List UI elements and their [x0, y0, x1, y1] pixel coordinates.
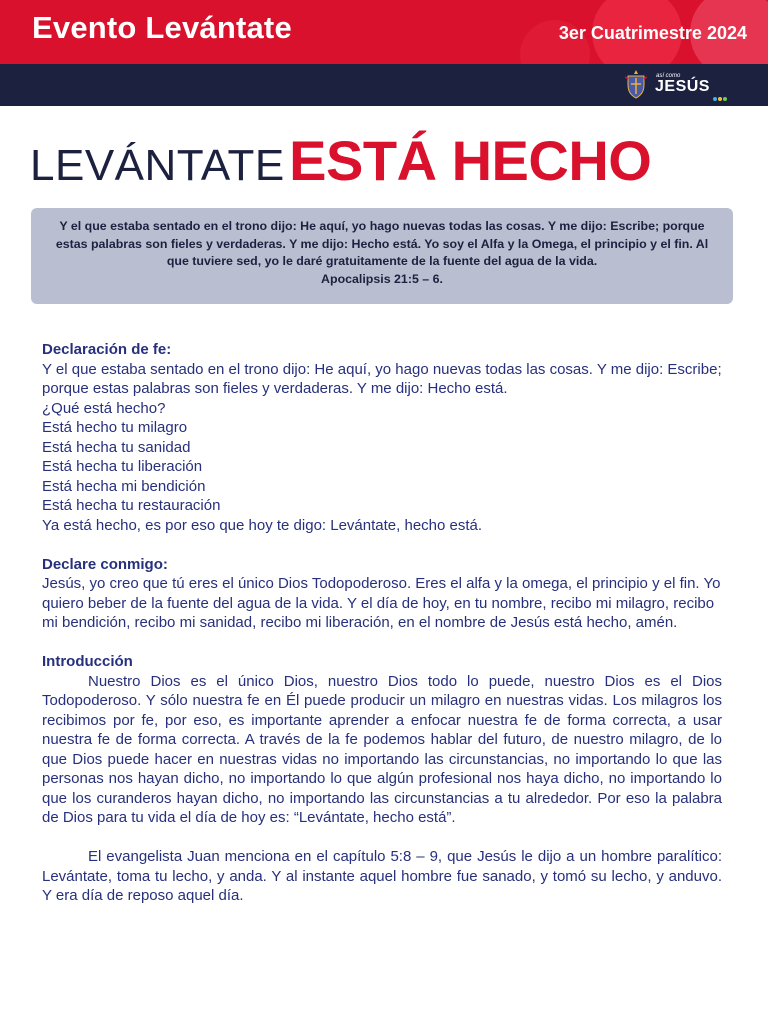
headline-part-1: LEVÁNTATE [30, 141, 285, 190]
declaration-line: Está hecha tu liberación [42, 458, 203, 475]
declaration-line: ¿Qué está hecho? [42, 399, 166, 417]
declaration-line: Está hecha tu restauración [42, 497, 221, 514]
declaration-line: Está hecha tu sanidad [42, 438, 191, 456]
logo-dots [713, 88, 728, 106]
declaration-line: Está hecho tu milagro [42, 419, 188, 436]
intro-paragraph: Nuestro Dios es el único Dios, nuestro Dios todo lo puede, nuestro Dios es el Dios Todopoderoso. Y sólo nuestra fe en Él puede producir un milagro en nuestras vidas. Los milagros los recibimos por fe, por eso, es importante aprender a enfocar nuestra fe de forma correcta, a usar nuestra fe de forma correcta. A través de la fe podemos hablar del futuro, de nuestro milagro, de lo que Dios puede hacer en nuestras vidas no importando las circunstancias, no importando lo que las personas nos hayan dicho, no importando lo que algún profesional nos haya dicho, no importando lo que los curanderos hayan dicho, no importando las circunstancias a tu alrededor. Por eso la palabra de Dios para tu vida el día de hoy es: “Levántate, hecho está”. [42, 672, 722, 826]
declaration-line: Y el que estaba sentado en el trono dijo: He aquí, yo hago nuevas todas las cosas. Y me dijo: Escribe; porque estas palabras son fieles y verdaderas. Y me dijo: Hecho está. [42, 360, 722, 397]
page-headline [30, 128, 750, 193]
logo-tagline: así como [656, 73, 681, 79]
period-label: 3er Cuatrimestre 2024 [558, 23, 747, 43]
intro-paragraph: El evangelista Juan menciona en el capítulo 5:8 – 9, que Jesús le dijo a un hombre paralítico: Levántate, toma tu lecho, y anda. Y al instante aquel hombre fue sanado, y tomó su lecho, y anduvo. Y era día de reposo aquel día. [42, 848, 722, 904]
section-heading: Declare conmigo: [42, 555, 168, 573]
declaration-line: Está hecha mi bendición [42, 477, 206, 495]
brand-logo [625, 67, 735, 103]
verse-box [31, 208, 733, 304]
header-bar [0, 0, 768, 64]
section-heading: Introducción [42, 653, 133, 670]
document-body [42, 340, 722, 906]
logo-brand: JESÚS [655, 78, 710, 95]
verse-reference: Apocalipsis 21:5 – 6. [321, 271, 443, 286]
verse-text: Y el que estaba sentado en el trono dijo: He aquí, yo hago nuevas todas las cosas. Y me dijo: Escribe; porque estas palabras son fieles y verdaderas. Y me dijo: Hecho está. Yo soy el Alfa y la Omega, el principio y el fin. Al que tuviere sed, yo le daré gratuitamente de la fuente del agua de la vida. [55, 219, 709, 269]
section-heading: Declaración de fe: [42, 341, 172, 358]
event-title: Evento Levántate [32, 10, 292, 45]
declare-text: Jesús, yo creo que tú eres el único Dios Todopoderoso. Eres el alfa y la omega, el principio y el fin. Yo quiero beber de la fuente del agua de la vida. Y el día de hoy, en tu nombre, recibo mi milagro, recibo mi bendición, recibo mi sanidad, recibo mi liberación, en el nombre de Jesús está hecho, amén. [42, 575, 721, 631]
crest-icon [625, 69, 647, 99]
headline-part-2: ESTÁ HECHO [289, 129, 652, 192]
declaration-line: Ya está hecho, es por eso que hoy te digo: Levántate, hecho está. [42, 516, 483, 534]
